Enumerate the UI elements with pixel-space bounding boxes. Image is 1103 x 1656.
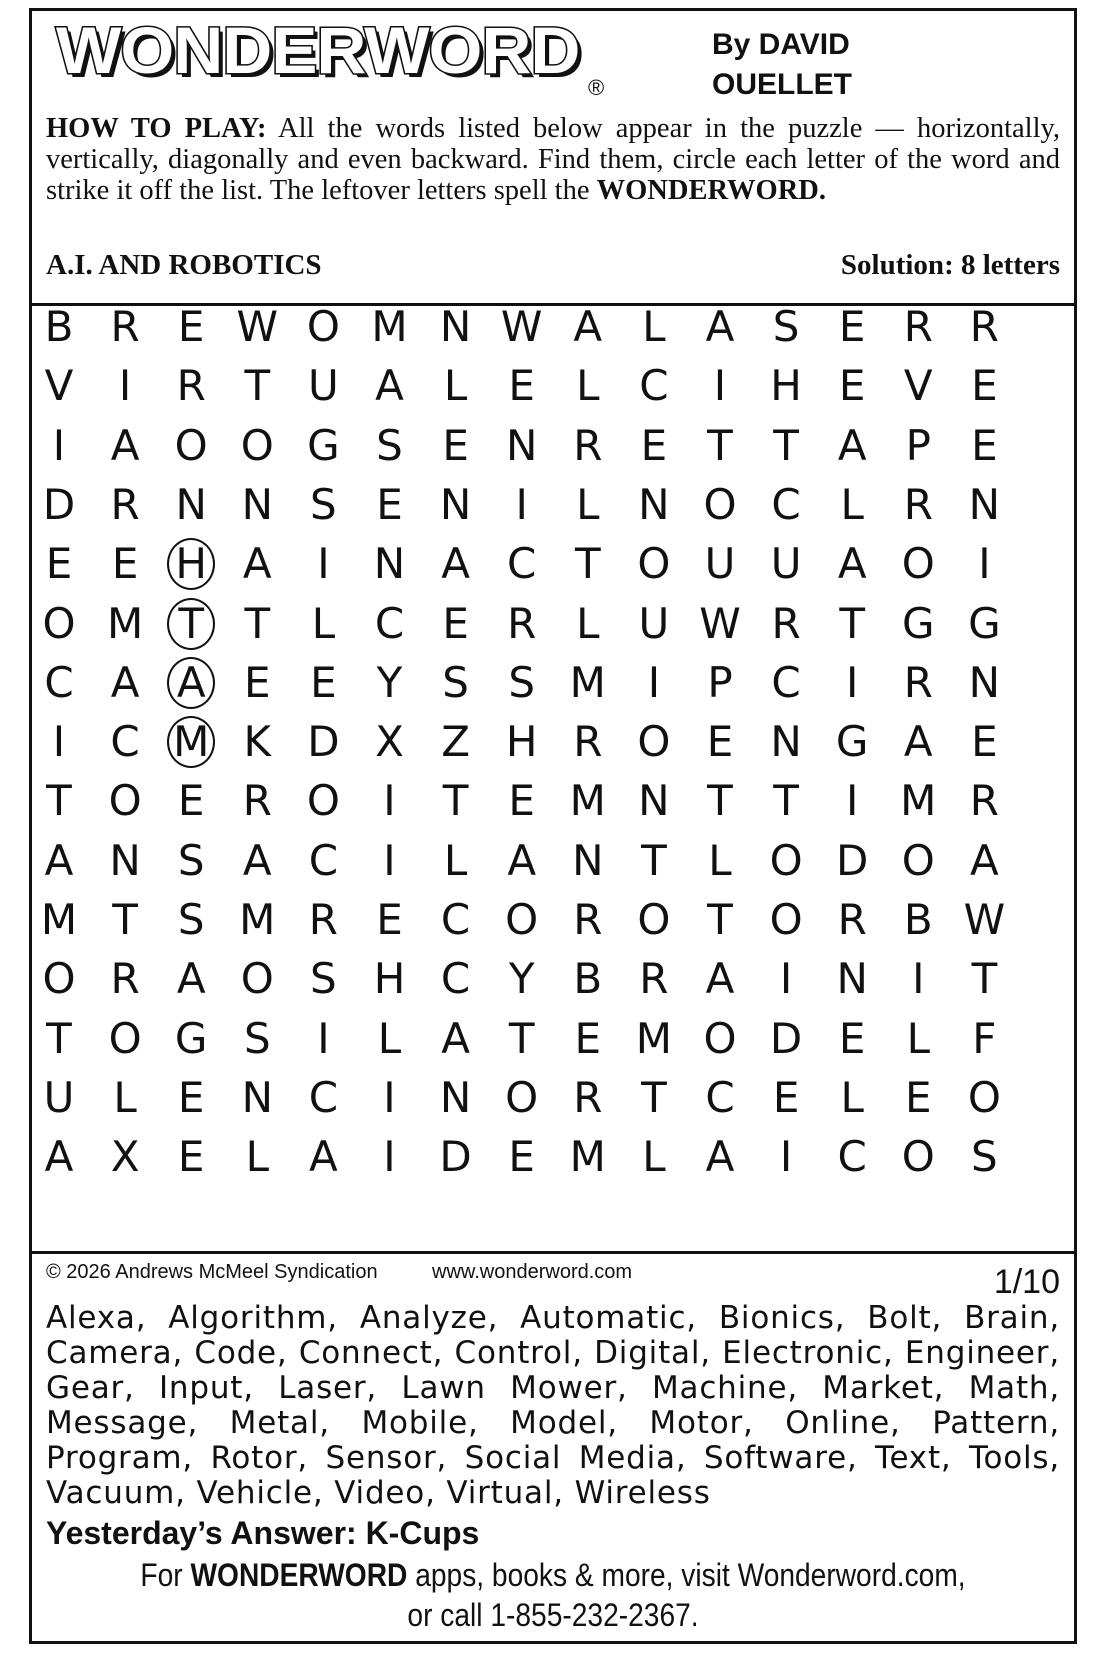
grid-cell-r0-c0[interactable]: B: [44, 302, 74, 351]
grid-cell-r8-c9[interactable]: N: [638, 776, 670, 826]
grid-cell-r4-c13[interactable]: O: [901, 539, 935, 589]
grid-cell-r6-c13[interactable]: R: [903, 657, 933, 707]
grid-cell-r7-c5[interactable]: X: [375, 717, 404, 767]
promo-line-2: or call 1-855-232-2367.: [407, 1597, 699, 1633]
grid-cell-r6-c6[interactable]: S: [442, 657, 469, 707]
grid-cell-r2-c13[interactable]: P: [905, 420, 931, 470]
grid-cell-r2-c14[interactable]: E: [971, 420, 998, 470]
grid-cell-r11-c3[interactable]: O: [240, 954, 274, 1004]
byline-line-1: By DAVID: [712, 28, 850, 61]
grid-cell-r8-c11[interactable]: T: [773, 776, 799, 826]
grid-cell-r2-c9[interactable]: E: [640, 420, 668, 470]
grid-cell-r8-c8[interactable]: M: [569, 776, 606, 826]
grid-cell-r6-c12[interactable]: I: [845, 657, 859, 707]
grid-cell-r11-c10[interactable]: A: [705, 954, 735, 1004]
grid-cell-r11-c11[interactable]: I: [779, 954, 793, 1004]
grid-cell-r3-c4[interactable]: S: [310, 479, 337, 529]
grid-cell-r11-c1[interactable]: R: [110, 954, 140, 1004]
grid-cell-r10-c4[interactable]: R: [308, 895, 338, 944]
puzzle-date: 1/10: [993, 1263, 1060, 1301]
grid-cell-r8-c3[interactable]: R: [242, 776, 272, 826]
grid-cell-r7-c0[interactable]: I: [52, 717, 66, 767]
puzzle-theme: A.I. AND ROBOTICS: [46, 249, 322, 281]
grid-cell-r1-c5[interactable]: A: [375, 361, 404, 411]
grid-cell-r7-c8[interactable]: R: [573, 717, 603, 767]
grid-cell-r1-c14[interactable]: E: [971, 361, 998, 411]
grid-cell-r12-c2[interactable]: G: [174, 1013, 208, 1063]
grid-cell-r5-c2[interactable]: T: [160, 595, 222, 653]
grid-cell-r9-c3[interactable]: A: [242, 835, 272, 885]
grid-cell-r12-c4[interactable]: I: [317, 1013, 330, 1063]
grid-cell-r13-c4[interactable]: C: [308, 1072, 339, 1122]
grid-cell-r5-c12[interactable]: T: [839, 598, 866, 648]
grid-cell-r3-c6[interactable]: N: [439, 479, 472, 529]
grid-cell-r7-c9[interactable]: O: [637, 717, 671, 767]
grid-cell-r6-c5[interactable]: Y: [376, 657, 403, 707]
grid-cell-r13-c6[interactable]: N: [439, 1072, 472, 1122]
grid-cell-r3-c5[interactable]: E: [376, 479, 403, 529]
grid-cell-r3-c12[interactable]: L: [840, 479, 864, 529]
grid-cell-r4-c2[interactable]: H: [160, 535, 222, 593]
grid-cell-r10-c9[interactable]: O: [637, 895, 671, 944]
how-to-play-label: HOW TO PLAY:: [46, 113, 267, 144]
grid-cell-r9-c11[interactable]: O: [769, 835, 803, 885]
grid-cell-r0-c1[interactable]: R: [110, 302, 140, 351]
how-to-play-text: All the words listed below appear in the puzzle — horizontally, vertically, diagonally and even backward. Find them, circle each letter of the word and strike it off the list. The leftover letters spell the: [46, 113, 1061, 206]
grid-cell-r9-c9[interactable]: T: [641, 835, 667, 885]
grid-cell-r3-c14[interactable]: N: [968, 479, 1001, 529]
grid-cell-r6-c14[interactable]: N: [968, 657, 1001, 707]
grid-cell-r12-c7[interactable]: T: [508, 1013, 535, 1063]
grid-cell-r1-c2[interactable]: R: [176, 361, 206, 411]
grid-cell-r4-c11[interactable]: U: [770, 539, 802, 589]
grid-cell-r10-c7[interactable]: O: [505, 895, 539, 944]
grid-cell-r10-c5[interactable]: E: [376, 895, 403, 944]
grid-cell-r14-c9[interactable]: L: [642, 1132, 666, 1182]
grid-cell-r14-c1[interactable]: X: [110, 1132, 140, 1182]
promo-text: [95, 1555, 1012, 1635]
grid-cell-r9-c7[interactable]: A: [507, 835, 537, 885]
grid-cell-r11-c4[interactable]: S: [310, 954, 337, 1004]
grid-cell-r11-c13[interactable]: I: [912, 954, 925, 1004]
grid-cell-r2-c0[interactable]: I: [52, 420, 66, 470]
grid-cell-r6-c0[interactable]: C: [44, 657, 74, 707]
grid-cell-r5-c4[interactable]: L: [311, 598, 336, 648]
promo-line-1: [95, 1555, 1012, 1595]
grid-cell-r5-c11[interactable]: R: [771, 598, 801, 648]
grid-cell-r2-c8[interactable]: R: [573, 420, 603, 470]
grid-cell-r2-c1[interactable]: A: [110, 420, 140, 470]
grid-cell-r12-c5[interactable]: L: [377, 1013, 402, 1063]
grid-cell-r5-c9[interactable]: U: [638, 598, 670, 648]
grid-cell-r5-c7[interactable]: R: [507, 598, 537, 648]
grid-cell-r13-c3[interactable]: N: [241, 1072, 273, 1122]
grid-cell-r13-c10[interactable]: C: [705, 1072, 735, 1122]
grid-cell-r0-c3[interactable]: W: [236, 302, 279, 351]
grid-cell-r3-c1[interactable]: R: [110, 479, 140, 529]
grid-cell-r1-c1[interactable]: I: [118, 361, 132, 411]
promo-brand: WONDERWORD: [190, 1557, 408, 1593]
grid-cell-r12-c1[interactable]: O: [108, 1013, 142, 1063]
grid-cell-r12-c13[interactable]: L: [906, 1013, 930, 1063]
puzzle-header: [32, 11, 1074, 303]
grid-cell-r5-c6[interactable]: E: [442, 598, 469, 648]
grid-cell-r10-c11[interactable]: O: [769, 895, 803, 944]
grid-cell-r8-c5[interactable]: I: [383, 776, 396, 826]
grid-cell-r14-c14[interactable]: S: [971, 1132, 998, 1182]
grid-cell-r5-c5[interactable]: C: [374, 598, 405, 648]
grid-cell-r1-c9[interactable]: C: [639, 361, 669, 411]
grid-cell-r13-c8[interactable]: R: [573, 1072, 603, 1122]
grid-cell-r14-c12[interactable]: C: [837, 1132, 867, 1182]
grid-cell-r8-c1[interactable]: O: [108, 776, 142, 826]
byline: [712, 25, 962, 105]
grid-cell-r2-c11[interactable]: T: [773, 420, 799, 470]
grid-cell-r0-c7[interactable]: W: [500, 302, 543, 351]
grid-cell-r9-c10[interactable]: L: [708, 835, 732, 885]
how-to-play: [46, 113, 1060, 206]
grid-cell-r2-c6[interactable]: E: [442, 420, 469, 470]
grid-cell-r13-c9[interactable]: T: [641, 1072, 667, 1122]
grid-cell-r13-c2[interactable]: E: [177, 1072, 205, 1122]
grid-cell-r0-c6[interactable]: N: [439, 302, 472, 351]
grid-cell-r8-c10[interactable]: T: [707, 776, 733, 826]
grid-cell-r4-c0[interactable]: E: [45, 539, 73, 589]
grid-cell-r11-c7[interactable]: Y: [508, 954, 535, 1004]
grid-cell-r9-c8[interactable]: N: [572, 835, 604, 885]
promo-rest: apps, books & more, visit Wonderword.com,: [415, 1557, 966, 1593]
grid-cell-r4-c1[interactable]: E: [111, 539, 139, 589]
grid-cell-r14-c0[interactable]: A: [44, 1132, 74, 1182]
grid-cell-r9-c14[interactable]: A: [970, 835, 999, 885]
grid-cell-r0-c9[interactable]: L: [642, 302, 666, 351]
grid-cell-r3-c13[interactable]: R: [903, 479, 933, 529]
grid-cell-r14-c6[interactable]: D: [439, 1132, 472, 1182]
grid-cell-r1-c7[interactable]: E: [508, 361, 535, 411]
grid-cell-r10-c14[interactable]: W: [963, 895, 1006, 944]
grid-cell-r1-c12[interactable]: E: [838, 361, 866, 411]
grid-cell-r3-c2[interactable]: N: [175, 479, 207, 529]
grid-cell-r8-c4[interactable]: O: [306, 776, 340, 826]
grid-cell-r4-c12[interactable]: A: [837, 539, 867, 589]
grid-cell-r0-c2[interactable]: E: [177, 302, 205, 351]
grid-cell-r1-c11[interactable]: H: [770, 361, 802, 411]
grid-cell-r1-c8[interactable]: L: [576, 361, 600, 411]
grid-cell-r5-c10[interactable]: W: [699, 598, 741, 648]
grid-cell-r5-c8[interactable]: L: [576, 598, 600, 648]
grid-cell-r5-c3[interactable]: T: [244, 598, 271, 648]
grid-cell-r13-c12[interactable]: L: [840, 1072, 864, 1122]
grid-cell-r2-c3[interactable]: O: [240, 420, 274, 470]
grid-cell-r12-c12[interactable]: E: [838, 1013, 866, 1063]
grid-cell-r1-c3[interactable]: T: [244, 361, 271, 411]
grid-cell-r4-c14[interactable]: I: [978, 539, 991, 589]
word-list: Alexa, Algorithm, Analyze, Automatic, Bionics, Bolt, Brain, Camera, Code, Connect, Control, Digital, Electronic, Engineer, Gear, Input, Laser, Lawn Mower, Machine, Market, Math, Message, Metal, Mobile, Model, Motor, Online, Pattern, Program, Rotor, Sensor, Social Media, Software, Text, Tools, Vacuum, Vehicle, Video, Virtual, Wireless: [46, 1300, 1060, 1511]
grid-cell-r0-c5[interactable]: M: [371, 302, 408, 351]
grid-cell-r0-c11[interactable]: S: [772, 302, 800, 351]
grid-cell-r9-c4[interactable]: C: [308, 835, 339, 885]
grid-cell-r11-c12[interactable]: N: [836, 954, 868, 1004]
grid-cell-r10-c0[interactable]: M: [40, 895, 78, 944]
grid-cell-r12-c14[interactable]: F: [972, 1013, 997, 1063]
grid-cell-r12-c3[interactable]: S: [243, 1013, 271, 1063]
grid-cell-r10-c8[interactable]: R: [573, 895, 603, 944]
grid-cell-r3-c0[interactable]: D: [42, 479, 76, 529]
grid-cell-r4-c5[interactable]: N: [373, 539, 406, 589]
grid-cell-r9-c6[interactable]: L: [443, 835, 468, 885]
grid-cell-r7-c2[interactable]: M: [160, 713, 222, 771]
grid-cell-r4-c6[interactable]: A: [441, 539, 470, 589]
grid-cell-r10-c6[interactable]: C: [440, 895, 471, 944]
grid-cell-r6-c9[interactable]: I: [647, 657, 661, 707]
grid-cell-r3-c11[interactable]: C: [771, 479, 801, 529]
grid-cell-r0-c12[interactable]: E: [838, 302, 866, 351]
promo-prefix: For: [140, 1557, 183, 1593]
grid-cell-r11-c6[interactable]: C: [440, 954, 471, 1004]
grid-cell-r5-c0[interactable]: O: [42, 598, 76, 648]
grid-cell-r4-c3[interactable]: A: [242, 539, 272, 589]
grid-cell-r12-c11[interactable]: D: [769, 1013, 803, 1063]
grid-cell-r10-c2[interactable]: S: [177, 895, 205, 944]
grid-cell-r8-c7[interactable]: E: [508, 776, 535, 826]
grid-cell-r0-c10[interactable]: A: [705, 302, 735, 351]
how-to-play-end-word: WONDERWORD.: [596, 175, 826, 206]
grid-cell-r12-c9[interactable]: M: [635, 1013, 673, 1063]
grid-cell-r5-c13[interactable]: G: [902, 598, 935, 648]
grid-cell-r12-c10[interactable]: O: [703, 1013, 737, 1063]
grid-cell-r0-c4[interactable]: O: [306, 302, 340, 351]
grid-cell-r3-c9[interactable]: N: [638, 479, 670, 529]
grid-cell-r13-c13[interactable]: E: [905, 1072, 932, 1122]
grid-cell-r2-c5[interactable]: S: [376, 420, 403, 470]
grid-cell-r11-c5[interactable]: H: [373, 954, 406, 1004]
copyright: © 2026 Andrews McMeel Syndication: [46, 1261, 378, 1283]
grid-cell-r2-c4[interactable]: G: [307, 420, 340, 470]
grid-cell-r9-c2[interactable]: S: [177, 835, 205, 885]
divider-bottom: [32, 1251, 1074, 1254]
grid-cell-r1-c6[interactable]: L: [443, 361, 468, 411]
wonderword-logo: WONDERWORD: [56, 13, 580, 87]
grid-cell-r2-c12[interactable]: A: [837, 420, 867, 470]
grid-cell-r8-c13[interactable]: M: [900, 776, 937, 826]
grid-cell-r3-c10[interactable]: O: [703, 479, 737, 529]
grid-cell-r6-c2[interactable]: A: [160, 654, 222, 712]
grid-cell-r2-c7[interactable]: N: [505, 420, 538, 470]
grid-cell-r11-c14[interactable]: T: [971, 954, 998, 1004]
grid-cell-r8-c12[interactable]: I: [845, 776, 859, 826]
grid-cell-r5-c14[interactable]: G: [968, 598, 1001, 648]
grid-cell-r10-c3[interactable]: M: [239, 895, 276, 944]
grid-cell-r12-c6[interactable]: A: [441, 1013, 470, 1063]
grid-cell-r7-c11[interactable]: N: [770, 717, 802, 767]
grid-cell-r10-c13[interactable]: B: [903, 895, 933, 944]
grid-cell-r6-c4[interactable]: E: [310, 657, 337, 707]
grid-cell-r14-c11[interactable]: I: [779, 1132, 793, 1182]
grid-cell-r6-c10[interactable]: P: [707, 657, 733, 707]
grid-cell-r1-c4[interactable]: U: [308, 361, 339, 411]
grid-cell-r9-c13[interactable]: O: [901, 835, 935, 885]
grid-cell-r6-c8[interactable]: M: [569, 657, 606, 707]
grid-cell-r7-c1[interactable]: C: [110, 717, 140, 767]
grid-cell-r0-c8[interactable]: A: [573, 302, 603, 351]
grid-cell-r14-c10[interactable]: A: [705, 1132, 735, 1182]
website-link[interactable]: www.wonderword.com: [432, 1261, 633, 1283]
grid-cell-r8-c6[interactable]: T: [442, 776, 469, 826]
grid-cell-r0-c14[interactable]: R: [969, 302, 999, 351]
grid-cell-r1-c13[interactable]: V: [903, 361, 933, 411]
grid-cell-r11-c0[interactable]: O: [42, 954, 76, 1004]
grid-cell-r3-c7[interactable]: I: [515, 479, 528, 529]
grid-cell-r3-c8[interactable]: L: [576, 479, 600, 529]
grid-cell-r12-c8[interactable]: E: [574, 1013, 602, 1063]
registered-mark: ®: [588, 75, 605, 100]
grid-cell-r14-c8[interactable]: M: [569, 1132, 606, 1182]
letter-grid: [32, 302, 1074, 1249]
grid-cell-r2-c10[interactable]: T: [707, 420, 733, 470]
grid-cell-r7-c14[interactable]: E: [971, 717, 998, 767]
grid-cell-r14-c7[interactable]: E: [508, 1132, 535, 1182]
puzzle-frame: [29, 8, 1077, 1644]
grid-cell-r13-c11[interactable]: E: [772, 1072, 800, 1122]
grid-cell-r4-c8[interactable]: T: [574, 539, 601, 589]
grid-cell-r4-c9[interactable]: O: [637, 539, 671, 589]
grid-cell-r1-c10[interactable]: I: [713, 361, 727, 411]
grid-cell-r13-c14[interactable]: O: [967, 1072, 1001, 1122]
grid-cell-r7-c12[interactable]: G: [835, 717, 869, 767]
grid-cell-r6-c1[interactable]: A: [110, 657, 140, 707]
grid-cell-r8-c14[interactable]: R: [969, 776, 999, 826]
grid-cell-r7-c4[interactable]: D: [307, 717, 340, 767]
grid-cell-r14-c4[interactable]: A: [309, 1132, 338, 1182]
byline-line-2: OUELLET: [712, 68, 852, 101]
grid-cell-r11-c2[interactable]: A: [176, 954, 206, 1004]
grid-cell-r3-c3[interactable]: N: [241, 479, 273, 529]
grid-cell-r6-c11[interactable]: C: [771, 657, 801, 707]
grid-cell-r9-c1[interactable]: N: [109, 835, 141, 885]
grid-cell-r8-c0[interactable]: T: [46, 776, 72, 826]
solution-hint: Solution: 8 letters: [840, 249, 1060, 281]
grid-cell-r12-c0[interactable]: T: [46, 1013, 72, 1063]
grid-cell-r4-c7[interactable]: C: [507, 539, 537, 589]
grid-cell-r7-c7[interactable]: H: [505, 717, 538, 767]
grid-cell-r11-c8[interactable]: B: [573, 954, 603, 1004]
grid-cell-r9-c0[interactable]: A: [44, 835, 74, 885]
grid-cell-r7-c3[interactable]: K: [243, 717, 272, 767]
grid-cell-r14-c5[interactable]: I: [383, 1132, 396, 1182]
grid-cell-r7-c6[interactable]: Z: [441, 717, 470, 767]
grid-cell-r8-c2[interactable]: E: [177, 776, 205, 826]
grid-cell-r10-c12[interactable]: R: [837, 895, 867, 944]
grid-cell-r7-c10[interactable]: E: [706, 717, 734, 767]
grid-cell-r1-c0[interactable]: V: [44, 361, 74, 411]
grid-cell-r9-c5[interactable]: I: [383, 835, 396, 885]
grid-cell-r4-c4[interactable]: I: [317, 539, 330, 589]
grid-cell-r13-c0[interactable]: U: [43, 1072, 75, 1122]
grid-cell-r2-c2[interactable]: O: [174, 420, 208, 470]
grid-cell-r13-c7[interactable]: O: [505, 1072, 539, 1122]
grid-cell-r5-c1[interactable]: M: [106, 598, 144, 648]
grid-cell-r6-c7[interactable]: S: [508, 657, 536, 707]
grid-cell-r4-c10[interactable]: U: [704, 539, 736, 589]
yesterdays-answer: Yesterday’s Answer: K-Cups: [46, 1515, 480, 1551]
grid-cell-r0-c13[interactable]: R: [903, 302, 933, 351]
grid-cell-r7-c13[interactable]: A: [903, 717, 933, 767]
grid-cell-r6-c3[interactable]: E: [244, 657, 271, 707]
grid-cell-r13-c1[interactable]: L: [113, 1072, 137, 1122]
grid-cell-r14-c2[interactable]: E: [177, 1132, 205, 1182]
grid-cell-r13-c5[interactable]: I: [383, 1072, 396, 1122]
grid-cell-r11-c9[interactable]: R: [639, 954, 669, 1004]
grid-cell-r9-c12[interactable]: D: [836, 835, 869, 885]
grid-cell-r10-c10[interactable]: T: [707, 895, 733, 944]
grid-cell-r14-c3[interactable]: L: [245, 1132, 269, 1182]
grid-cell-r10-c1[interactable]: T: [112, 895, 138, 944]
grid-cell-r14-c13[interactable]: O: [901, 1132, 935, 1182]
